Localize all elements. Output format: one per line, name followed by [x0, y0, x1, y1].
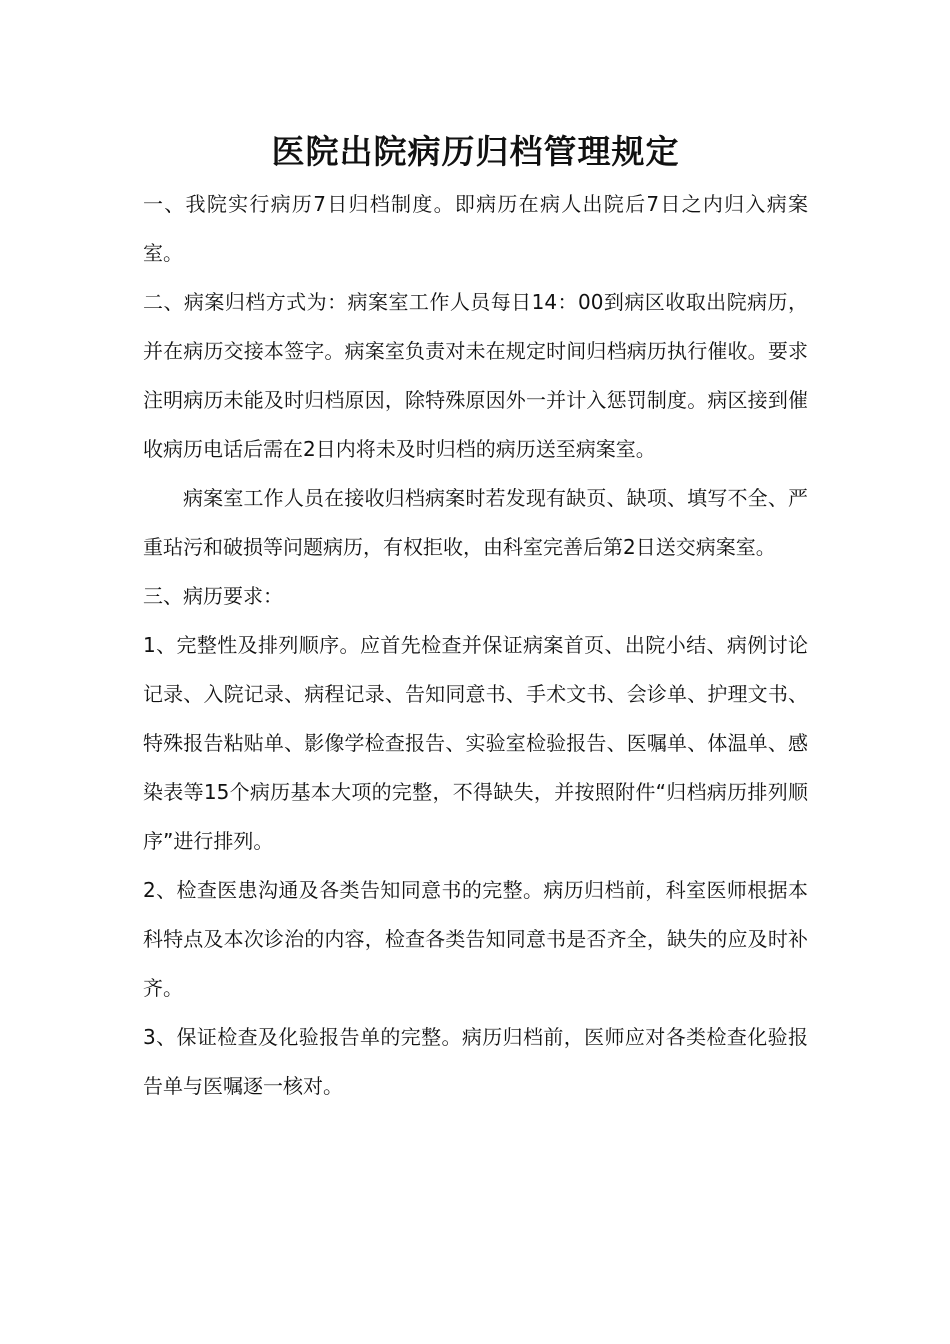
paragraph-2: 二、病案归档方式为：病案室工作人员每日14：00到病区收取出院病历，并在病历交接本签字。病案室负责对未在规定时间归档病历执行催收。要求注明病历未能及时归档原因，除特殊原因外一并计入惩罚制度。病区接到催收病历电话后需在2日内将未及时归档的病历送至病案室。	[143, 290, 808, 461]
section-heading-requirements: 三、病历要求：	[143, 584, 283, 608]
document-body	[143, 180, 808, 1111]
paragraph-item-3: 3、保证检查及化验报告单的完整。病历归档前，医师应对各类检查化验报告单与医嘱逐一核对。	[143, 1025, 808, 1098]
paragraph-3: 病案室工作人员在接收归档病案时若发现有缺页、缺项、填写不全、严重玷污和破损等问题病历，有权拒收，由科室完善后第2日送交病案室。	[143, 486, 808, 559]
paragraph-item-1: 1、完整性及排列顺序。应首先检查并保证病案首页、出院小结、病例讨论记录、入院记录、病程记录、告知同意书、手术文书、会诊单、护理文书、特殊报告粘贴单、影像学检查报告、实验室检验报告、医嘱单、体温单、感染表等15个病历基本大项的完整，不得缺失，并按照附件“归档病历排列顺序”进行排列。	[143, 633, 808, 853]
document-title: 医院出院病历归档管理规定	[271, 132, 680, 171]
paragraph-item-2: 2、检查医患沟通及各类告知同意书的完整。病历归档前，科室医师根据本科特点及本次诊治的内容，检查各类告知同意书是否齐全，缺失的应及时补齐。	[143, 878, 808, 1000]
paragraph-1: 一、我院实行病历7日归档制度。即病历在病人出院后7日之内归入病案室。	[143, 192, 808, 265]
